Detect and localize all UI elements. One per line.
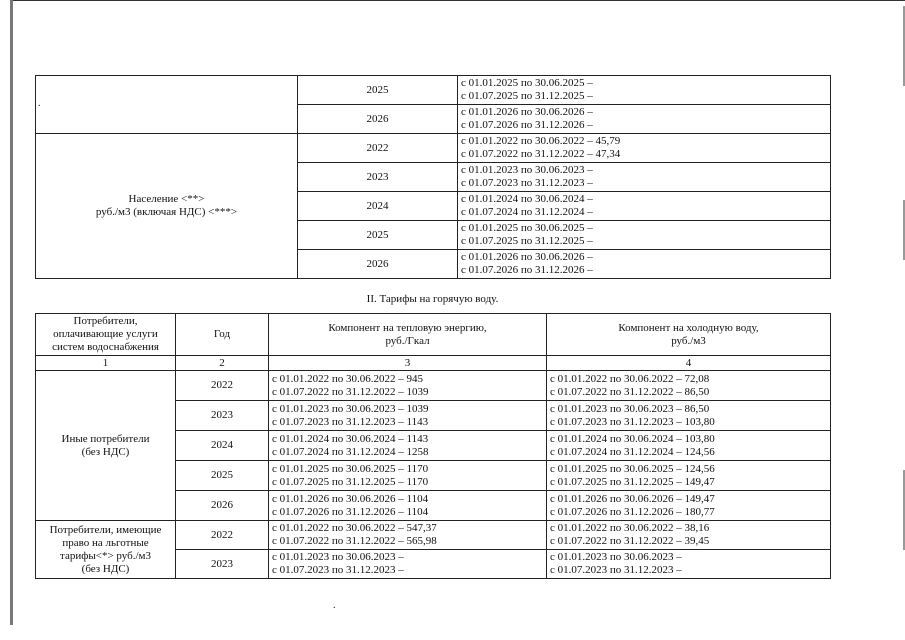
tariff-period-cell	[458, 250, 831, 279]
tariff-period-line: с 01.01.2025 по 30.06.2025 – 124,56	[550, 462, 715, 475]
tariff-period-cell	[458, 221, 831, 250]
tariff-period-line: с 01.01.2022 по 30.06.2022 – 945	[272, 372, 424, 385]
tariff-period-line: с 01.07.2022 по 31.12.2022 – 39,45	[550, 535, 710, 547]
tariff-period-line: с 01.01.2023 по 30.06.2023 –	[272, 551, 404, 563]
tariff-period-line: с 01.07.2022 по 31.12.2022 – 47,34	[461, 148, 621, 160]
header-heat-line: Компонент на тепловую энергию,	[328, 321, 487, 334]
tariff-period-line: с 01.01.2026 по 30.06.2026 – 149,47	[550, 492, 715, 505]
tariff-period-line: с 01.07.2025 по 31.12.2025 –	[461, 235, 593, 247]
tariff-period-line: с 01.07.2023 по 31.12.2023 – 1143	[272, 415, 429, 428]
privileged-consumers-label: (без НДС)	[81, 562, 130, 575]
tariff-period-line: с 01.01.2023 по 30.06.2023 – 86,50	[550, 402, 710, 415]
header-consumers-line: систем водоснабжения	[52, 341, 159, 353]
year-cell: 2022	[298, 134, 458, 163]
table-row	[36, 76, 831, 105]
hot-water-tariff-table	[35, 313, 831, 579]
year-cell: 2024	[298, 192, 458, 221]
header-consumers-line: Потребители,	[73, 315, 138, 327]
tariff-period-line: с 01.01.2025 по 30.06.2025 –	[461, 77, 593, 89]
privileged-consumers-label: право на льготные	[62, 536, 149, 549]
heat-tariff-cell	[269, 431, 547, 461]
cold-tariff-cell	[547, 521, 831, 550]
tariff-period-line: с 01.01.2022 по 30.06.2022 – 72,08	[550, 372, 710, 385]
tariff-period-line: с 01.01.2024 по 30.06.2024 – 1143	[272, 432, 429, 445]
tariff-period-line: с 01.07.2024 по 31.12.2024 – 124,56	[550, 445, 715, 458]
column-number: 1	[36, 356, 176, 371]
tariff-period-line: с 01.07.2023 по 31.12.2023 –	[550, 564, 682, 576]
tariff-period-line: с 01.01.2022 по 30.06.2022 – 45,79	[461, 135, 621, 147]
tariff-period-line: с 01.07.2022 по 31.12.2022 – 565,98	[272, 535, 437, 547]
tariff-period-line: с 01.01.2025 по 30.06.2025 – 1170	[272, 462, 429, 475]
year-cell: 2026	[298, 250, 458, 279]
header-consumers-line: оплачивающие услуги	[53, 328, 158, 340]
cold-water-tariff-table	[35, 75, 831, 279]
header-year: Год	[176, 314, 269, 356]
heat-tariff-cell	[269, 401, 547, 431]
table-header-row	[36, 314, 831, 356]
population-label: Население <**>	[128, 193, 205, 205]
privileged-consumers-label: Потребители, имеющие	[49, 523, 162, 536]
tariff-period-cell	[458, 105, 831, 134]
tariff-period-line: с 01.01.2026 по 30.06.2026 – 1104	[272, 492, 429, 505]
header-cold-component	[547, 314, 831, 356]
other-consumers-label: Иные потребители	[61, 432, 150, 445]
year-cell: 2025	[176, 461, 269, 491]
tariff-period-line: с 01.07.2024 по 31.12.2024 –	[461, 206, 593, 218]
tariff-period-line: с 01.01.2026 по 30.06.2026 –	[461, 251, 593, 263]
tariff-period-cell	[458, 192, 831, 221]
tariff-period-line: с 01.07.2025 по 31.12.2025 – 149,47	[550, 475, 715, 488]
tariff-period-line: с 01.01.2026 по 30.06.2026 –	[461, 106, 593, 118]
other-consumers-vat-label: (без НДС)	[81, 445, 130, 458]
tariff-period-line: с 01.07.2025 по 31.12.2025 – 1170	[272, 475, 429, 488]
year-cell: 2022	[176, 371, 269, 401]
other-consumers-cell	[36, 371, 176, 521]
scan-speck: .	[333, 600, 336, 611]
tariff-period-line: с 01.01.2023 по 30.06.2023 –	[550, 551, 682, 563]
year-cell: 2024	[176, 431, 269, 461]
year-cell: 2022	[176, 521, 269, 550]
tariff-period-line: с 01.07.2026 по 31.12.2026 –	[461, 119, 593, 131]
table-row	[36, 521, 831, 550]
previous-category-cell	[36, 76, 298, 134]
tariff-period-cell	[458, 163, 831, 192]
tariff-period-line: с 01.01.2024 по 30.06.2024 – 103,80	[550, 432, 715, 445]
tariff-period-line: с 01.07.2023 по 31.12.2023 – 103,80	[550, 415, 715, 428]
header-cold-line: Компонент на холодную воду,	[618, 321, 759, 334]
column-number: 2	[176, 356, 269, 371]
privileged-consumers-label: тарифы<*> руб./м3	[60, 549, 151, 562]
tariff-period-line: с 01.07.2023 по 31.12.2023 –	[461, 177, 593, 189]
cold-tariff-cell	[547, 491, 831, 521]
header-heat-line: руб./Гкал	[385, 334, 430, 347]
tariff-period-cell	[458, 76, 831, 105]
population-unit-label: руб./м3 (включая НДС) <***>	[95, 206, 238, 218]
tariff-period-line: с 01.01.2024 по 30.06.2024 –	[461, 193, 593, 205]
column-number-row	[36, 356, 831, 371]
scan-left-edge	[10, 0, 13, 625]
year-cell: 2023	[298, 163, 458, 192]
tariff-period-line: с 01.07.2024 по 31.12.2024 – 1258	[272, 445, 429, 458]
year-cell: 2023	[176, 550, 269, 579]
column-number: 4	[547, 356, 831, 371]
heat-tariff-cell	[269, 491, 547, 521]
heat-tariff-cell	[269, 371, 547, 401]
tariff-period-line: с 01.07.2022 по 31.12.2022 – 86,50	[550, 385, 710, 398]
scan-top-border	[12, 0, 905, 1]
year-cell: 2025	[298, 221, 458, 250]
tariff-period-line: с 01.01.2023 по 30.06.2023 –	[461, 164, 593, 176]
cold-tariff-cell	[547, 401, 831, 431]
scan-speck: .	[38, 98, 41, 109]
tariff-period-line: с 01.07.2026 по 31.12.2026 – 1104	[272, 505, 429, 518]
tariff-period-line: с 01.01.2022 по 30.06.2022 – 38,16	[550, 522, 710, 534]
heat-tariff-cell	[269, 521, 547, 550]
tariff-period-line: с 01.07.2026 по 31.12.2026 – 180,77	[550, 505, 715, 518]
cold-tariff-cell	[547, 550, 831, 579]
year-cell: 2026	[176, 491, 269, 521]
tariff-period-line: с 01.07.2026 по 31.12.2026 –	[461, 264, 593, 276]
section-heading: II. Тарифы на горячую воду.	[366, 293, 499, 305]
header-heat-component	[269, 314, 547, 356]
tariff-period-line: с 01.07.2025 по 31.12.2025 –	[461, 90, 593, 102]
tariff-period-line: с 01.07.2022 по 31.12.2022 – 1039	[272, 385, 429, 398]
tariff-period-line: с 01.01.2023 по 30.06.2023 – 1039	[272, 402, 429, 415]
heat-tariff-cell	[269, 461, 547, 491]
tariff-period-line: с 01.01.2022 по 30.06.2022 – 547,37	[272, 522, 437, 534]
cold-tariff-cell	[547, 461, 831, 491]
tariff-period-line: с 01.07.2023 по 31.12.2023 –	[272, 564, 404, 576]
privileged-consumers-cell	[36, 521, 176, 579]
column-number: 3	[269, 356, 547, 371]
header-consumers	[36, 314, 176, 356]
table-row	[36, 134, 831, 163]
tariff-period-cell	[458, 134, 831, 163]
population-category-cell	[36, 134, 298, 279]
year-cell: 2025	[298, 76, 458, 105]
year-cell: 2026	[298, 105, 458, 134]
heat-tariff-cell	[269, 550, 547, 579]
cold-tariff-cell	[547, 431, 831, 461]
header-cold-line: руб./м3	[671, 334, 706, 347]
year-cell: 2023	[176, 401, 269, 431]
cold-tariff-cell	[547, 371, 831, 401]
tariff-period-line: с 01.01.2025 по 30.06.2025 –	[461, 222, 593, 234]
table-row	[36, 371, 831, 401]
